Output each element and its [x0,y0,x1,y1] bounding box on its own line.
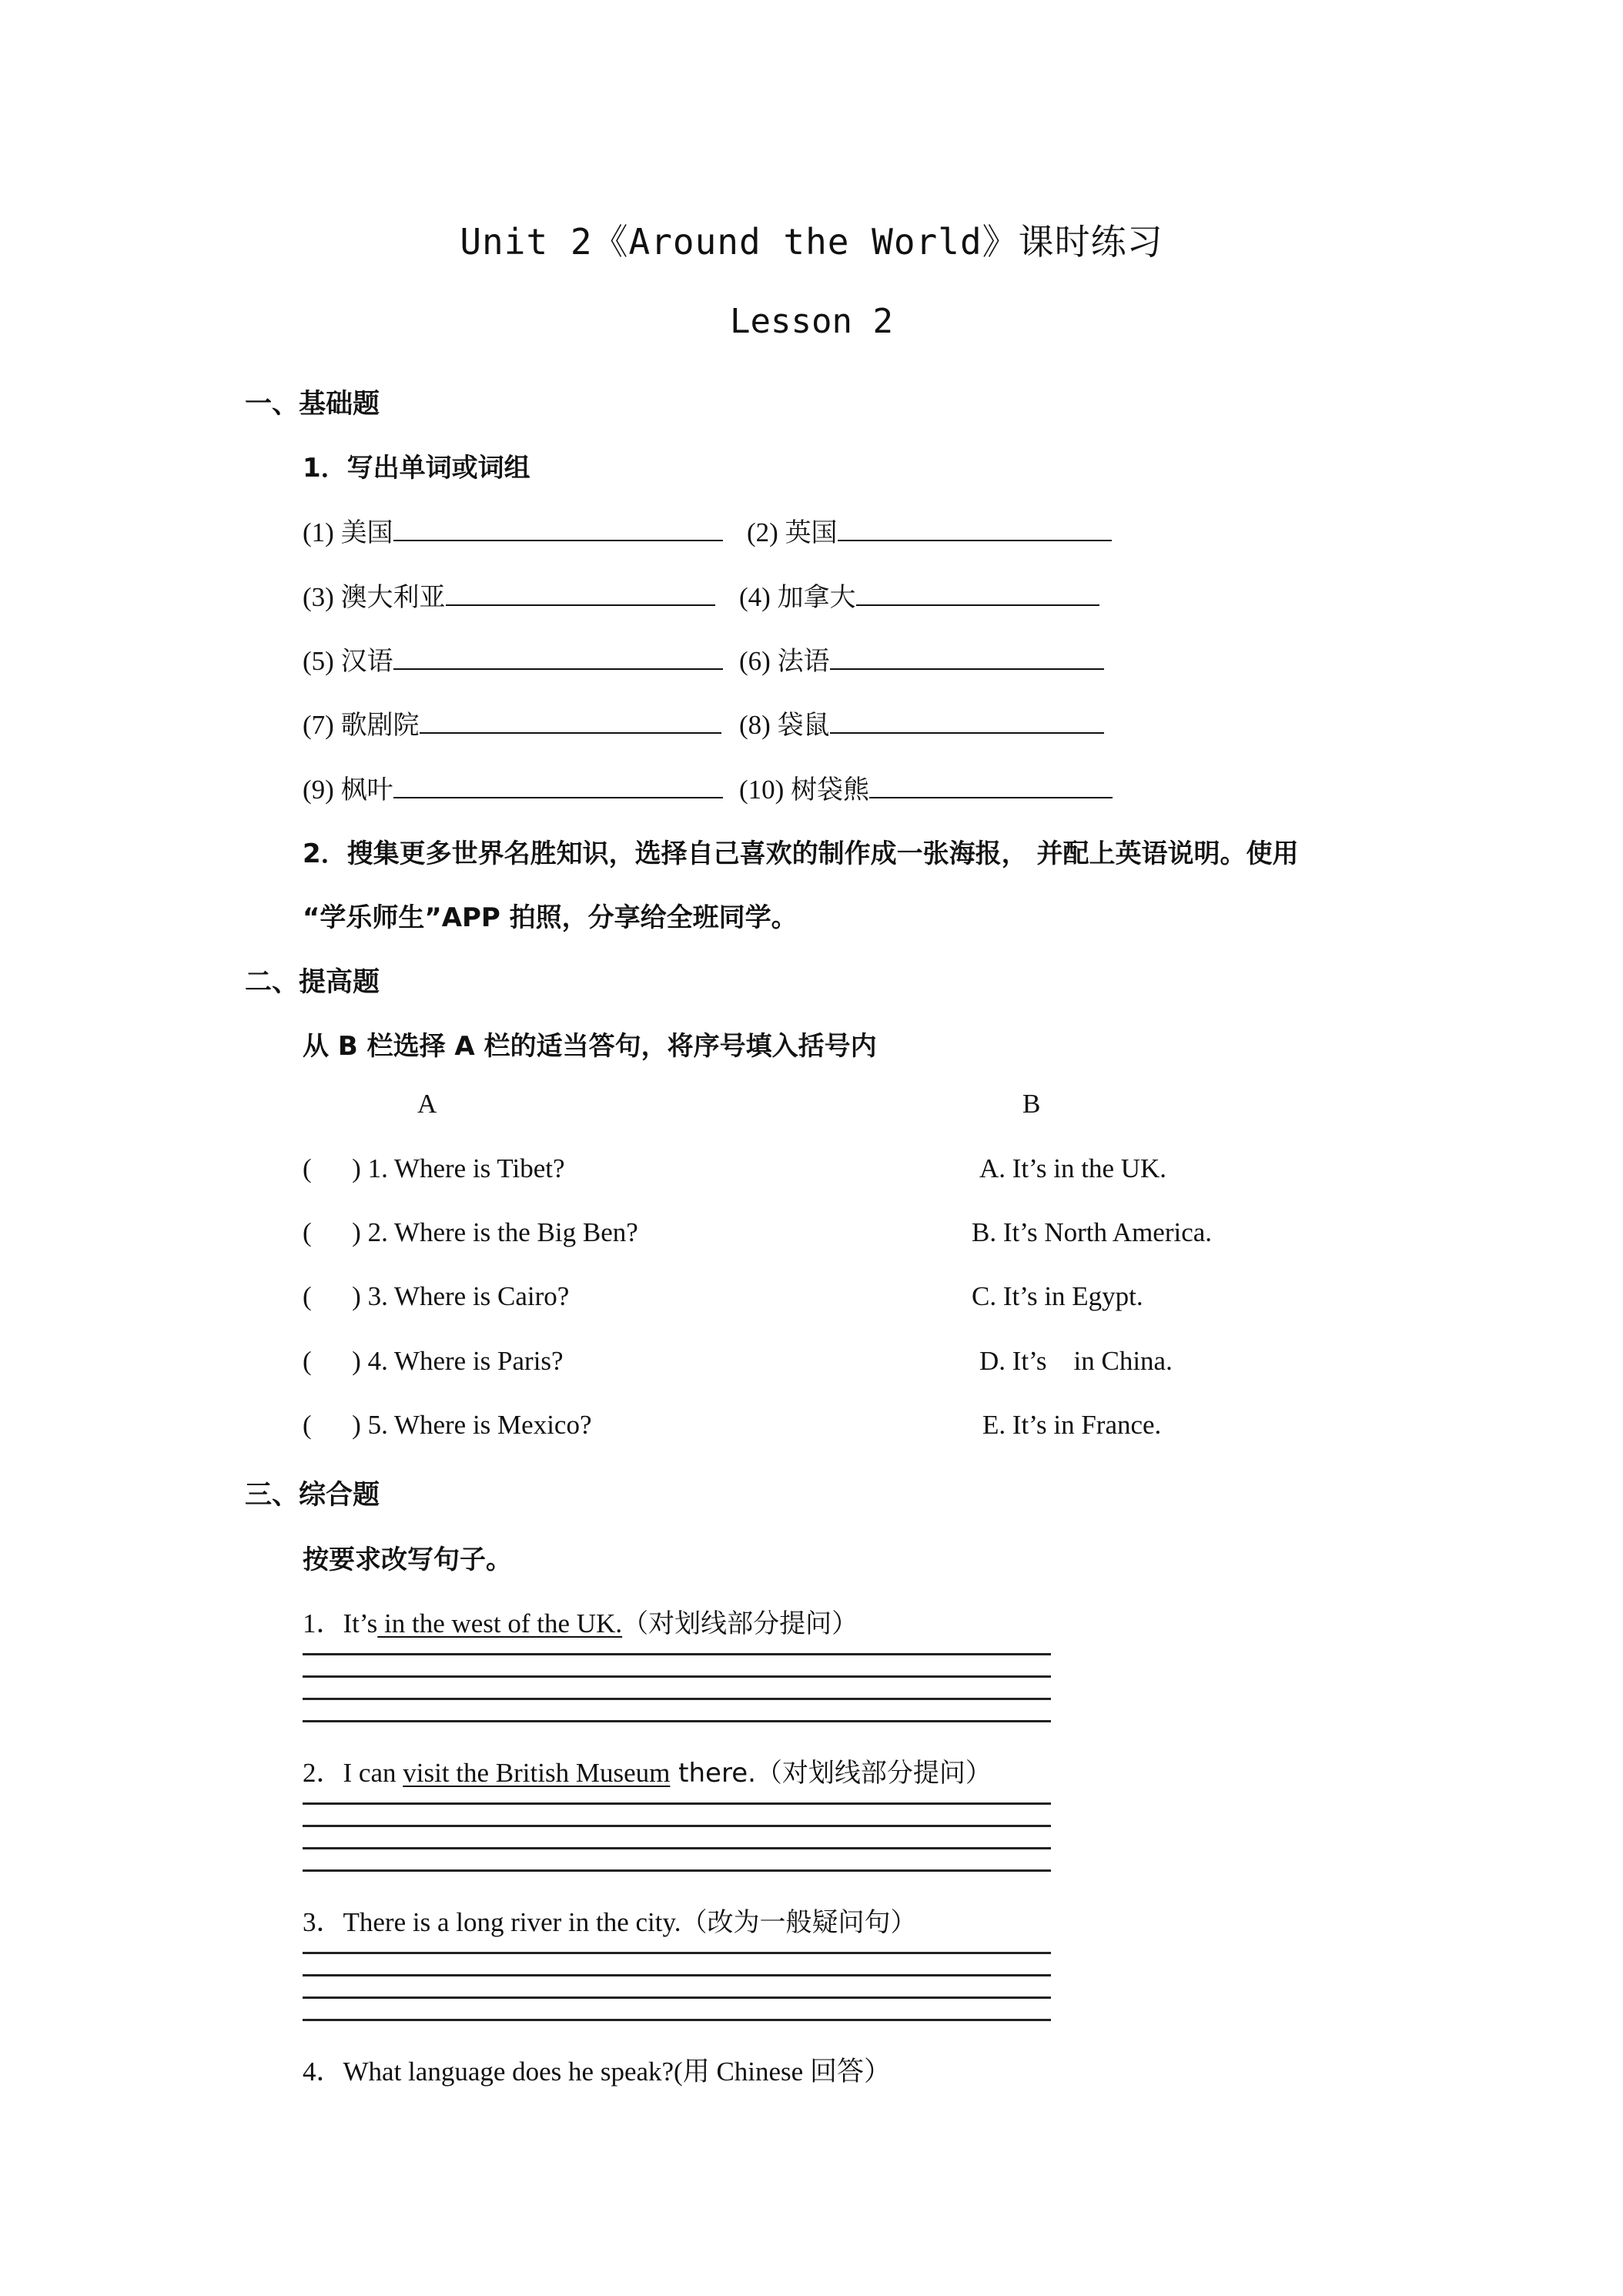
match-answer: E. It’s in France. [982,1410,1162,1440]
vocab-item [303,704,721,741]
item-word: 英国 [785,517,838,548]
answer-blank[interactable] [830,645,1104,670]
item-number: (2) [747,517,778,547]
question-text: 5. Where is Mexico? [367,1410,592,1440]
answer-line[interactable] [303,1653,1051,1655]
instruction-note: （对划线部分提问） [622,1608,858,1639]
item-number: (4) [739,582,771,612]
matching-instruction: 从 B 栏选择 A 栏的适当答句，将序号填入括号内 [303,1031,877,1062]
column-a-header: A [417,1089,437,1119]
item-number: 2． [303,1758,343,1788]
match-answer: A. It’s in the UK. [979,1153,1167,1183]
item-number: (5) [303,646,334,676]
section-heading-advanced: 二、提高题 [245,967,380,998]
question-1-label: 1．写出单词或词组 [303,453,530,484]
section-heading-basic: 一、基础题 [245,389,380,420]
answer-line[interactable] [303,1720,1051,1722]
answer-line[interactable] [303,2019,1051,2021]
question-2-line2: “学乐师生”APP 拍照，分享给全班同学。 [303,902,798,933]
sentence-text: There is a long river in the city. [343,1907,681,1937]
item-word: 树袋熊 [791,775,870,805]
underlined-part: in the west of the UK. [377,1608,623,1638]
item-number: 1． [303,1608,343,1638]
item-number: (1) [303,517,334,547]
match-question [303,1153,565,1184]
match-answer: C. It’s in Egypt. [972,1281,1143,1311]
rewrite-item [303,2050,891,2089]
match-question [303,1410,591,1441]
answer-line[interactable] [303,1847,1051,1849]
vocab-item [739,768,1113,806]
item-word: 澳大利亚 [340,582,446,613]
match-question [303,1346,564,1377]
rewrite-item [303,1602,858,1641]
item-word: 歌剧院 [340,710,420,741]
instruction-note: （改为一般疑问句） [681,1907,917,1938]
answer-blank[interactable] [393,645,723,670]
answer-line[interactable] [303,1996,1051,1999]
answer-parentheses[interactable]: ( ) [303,1281,361,1311]
answer-line[interactable] [303,1825,1051,1827]
vocab-item [303,640,723,678]
answer-line[interactable] [303,1698,1051,1700]
vocab-item [303,511,723,549]
answer-blank[interactable] [393,774,723,798]
answer-parentheses[interactable]: ( ) [303,1217,361,1247]
item-number: 3． [303,1907,343,1937]
answer-line[interactable] [303,1952,1051,1954]
answer-parentheses[interactable]: ( ) [303,1410,361,1440]
question-2-line1: 2．搜集更多世界名胜知识，选择自己喜欢的制作成一张海报， 并配上英语说明。使用 [303,838,1299,869]
item-word: 美国 [340,517,393,548]
item-word: 汉语 [340,646,393,677]
question-text: 1. Where is Tibet? [367,1153,565,1183]
page-title: Unit 2《Around the World》课时练习 [460,221,1163,263]
vocab-item [303,768,723,806]
vocab-item [739,576,1099,614]
column-b-header: B [1022,1089,1041,1119]
rewrite-item [303,1901,917,1940]
answer-blank[interactable] [856,581,1099,606]
item-number: (3) [303,582,334,612]
answer-line[interactable] [303,1974,1051,1976]
rewrite-item [303,1752,992,1790]
question-text: 2. Where is the Big Ben? [367,1217,638,1247]
item-number: (7) [303,710,334,740]
match-question [303,1217,638,1248]
rewrite-instruction: 按要求改写句子。 [303,1545,512,1575]
item-word: 加拿大 [777,582,856,613]
item-word: 法语 [777,646,830,677]
answer-line[interactable] [303,1802,1051,1805]
answer-line[interactable] [303,1869,1051,1872]
vocab-item [739,640,1104,678]
item-word: 枫叶 [340,775,393,805]
match-answer: B. It’s North America. [972,1217,1213,1247]
match-question [303,1281,569,1312]
match-answer: D. It’s in China. [979,1346,1173,1376]
vocab-item [303,576,715,614]
sentence-text: What language does he speak?(用 Chinese 回答） [343,2057,891,2087]
answer-blank[interactable] [838,517,1112,541]
item-number: (6) [739,646,771,676]
answer-line[interactable] [303,1675,1051,1678]
answer-parentheses[interactable]: ( ) [303,1346,361,1376]
question-text: 4. Where is Paris? [367,1346,564,1376]
item-number: (9) [303,775,334,805]
item-word: 袋鼠 [777,710,830,741]
question-text: 3. Where is Cairo? [367,1281,570,1311]
page-subtitle: Lesson 2 [730,302,893,341]
item-number: (8) [739,710,771,740]
answer-blank[interactable] [869,774,1113,798]
sentence-text: It’s [343,1608,378,1638]
item-number: (10) [739,775,785,805]
answer-blank[interactable] [393,517,723,541]
vocab-item [739,704,1104,741]
item-number: 4． [303,2057,343,2087]
answer-blank[interactable] [420,709,721,734]
answer-blank[interactable] [446,581,715,606]
section-heading-comprehensive: 三、综合题 [245,1480,380,1511]
answer-parentheses[interactable]: ( ) [303,1153,361,1183]
answer-blank[interactable] [830,709,1104,734]
sentence-text: I can [343,1758,403,1788]
vocab-item [747,511,1112,549]
instruction-note: there.（对划线部分提问） [670,1758,992,1789]
underlined-part: visit the British Museum [403,1758,671,1788]
